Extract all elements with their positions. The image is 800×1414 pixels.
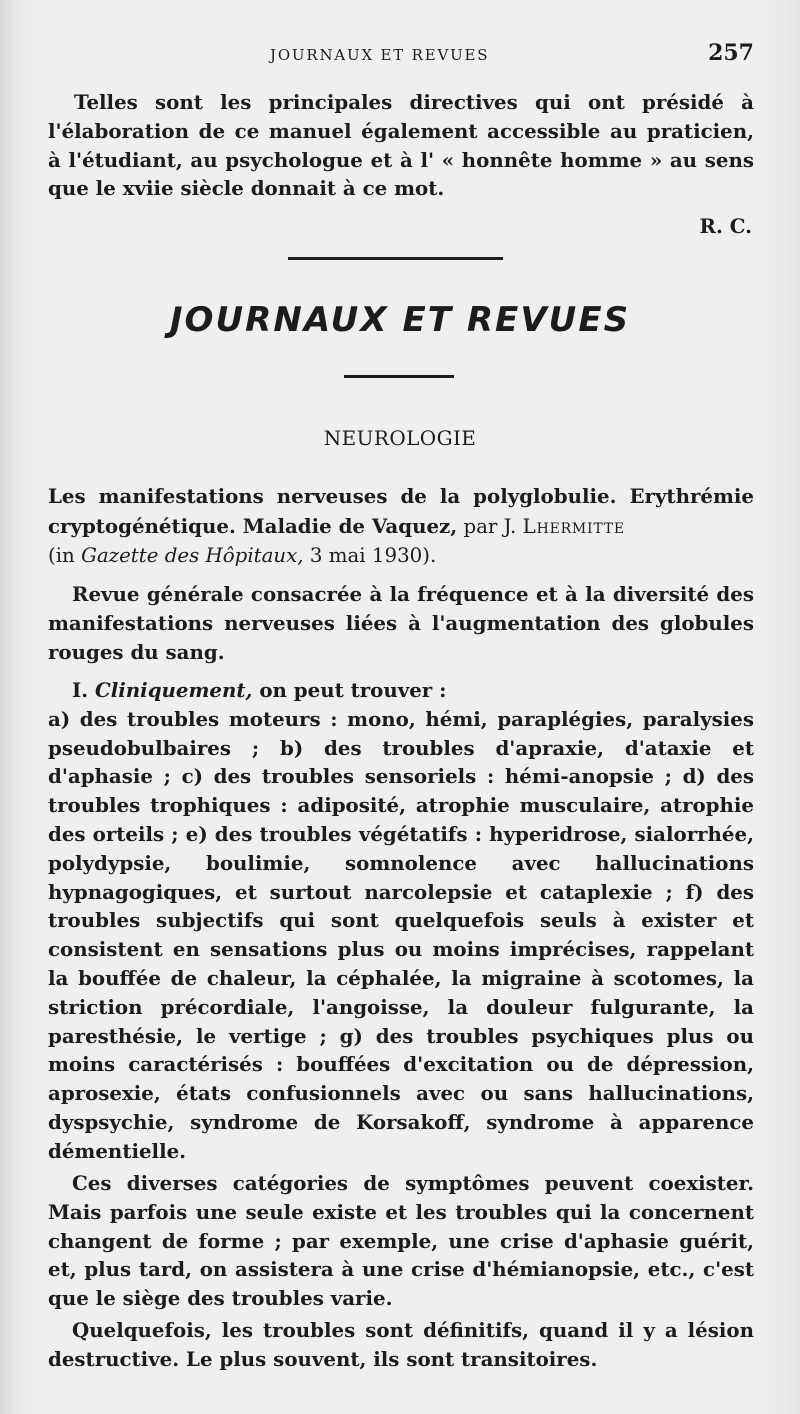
intro-paragraph: Telles sont les principales directives qui ont présidé à l'élaboration de ce manuel également accessible au praticien, à l'étudiant, au psychologue et à l' « honnête homme » au sens que le xviie siècle donnait à ce mot. [48,90,754,201]
paragraph-clinical [48,676,754,1166]
running-head: JOURNAUX ET REVUES [270,46,490,64]
clinical-items: a) des troubles moteurs : mono, hémi, paraplégies, paralysies pseudobulbaires ; b) des troubles d'apraxie, d'ataxie et d'aphasie ; c) des troubles sensoriels : hémi-anopsie ; d) des troubles trophiques : adiposité, atrophie musculaire, atrophie des orteils ; e) des troubles végétatifs : hyperidrose, sialorrhée, polydypsie, boulimie, somnolence avec hallucinations hypnagogiques, et surtout narcolepsie et cataplexie ; f) des troubles subjectifs qui sont quelquefois seuls à exister et consistent en sensations plus ou moins imprécises, rappelant la bouffée de chaleur, la céphalée, la migraine à scotomes, la striction précordiale, l'angoisse, la douleur fulgurante, la paresthésie, le vertige ; g) des troubles psychiques plus ou moins caractérisés : bouffées d'excitation ou de dépression, aprosexie, états confusionnels avec ou sans hallucinations, dyspsychie, syndrome de Korsakoff, syndrome à apparence démentielle. [48,706,754,1163]
page-number: 257 [708,40,754,66]
title-underline [344,375,454,378]
page-header [48,40,754,74]
section-title: JOURNAUX ET REVUES [169,300,631,340]
journal-name: Gazette des Hôpitaux, [81,543,304,567]
source-open: (in [48,543,82,567]
clinical-lead: Cliniquement, [95,678,253,702]
paragraph-summary: Revue générale consacrée à la fréquence et à la diversité des manifestations nerveuses liées à l'augmentation des globules rouges du sang. [48,582,754,664]
category-heading: NEUROLOGIE [323,426,477,450]
paragraph-duration: Quelquefois, les troubles sont définitifs, quand il y a lésion destructive. Le plus souvent, ils sont transitoires. [48,1318,754,1371]
section-divider [288,257,503,260]
article-reference [48,482,754,570]
source-date: 3 mai 1930). [303,543,437,567]
article-author: Lhermitte [522,514,625,538]
article-by: par J. [463,514,517,538]
section-number: I. [72,678,89,702]
paragraph-coexist: Ces diverses catégories de symptômes peuvent coexister. Mais parfois une seule existe et les troubles qui la concernent changent de forme ; par exemple, une crise d'aphasie guérit, et, plus tard, on assistera à une crise d'hémianopsie, etc., c'est que le siège des troubles varie. [48,1171,754,1311]
article-title: Les manifestations nerveuses de la polyglobulie. Erythrémie cryptogénétique. Maladie de Vaquez, [48,484,754,538]
clinical-lead-rest: on peut trouver : [259,678,447,702]
signature: R. C. [699,214,752,238]
